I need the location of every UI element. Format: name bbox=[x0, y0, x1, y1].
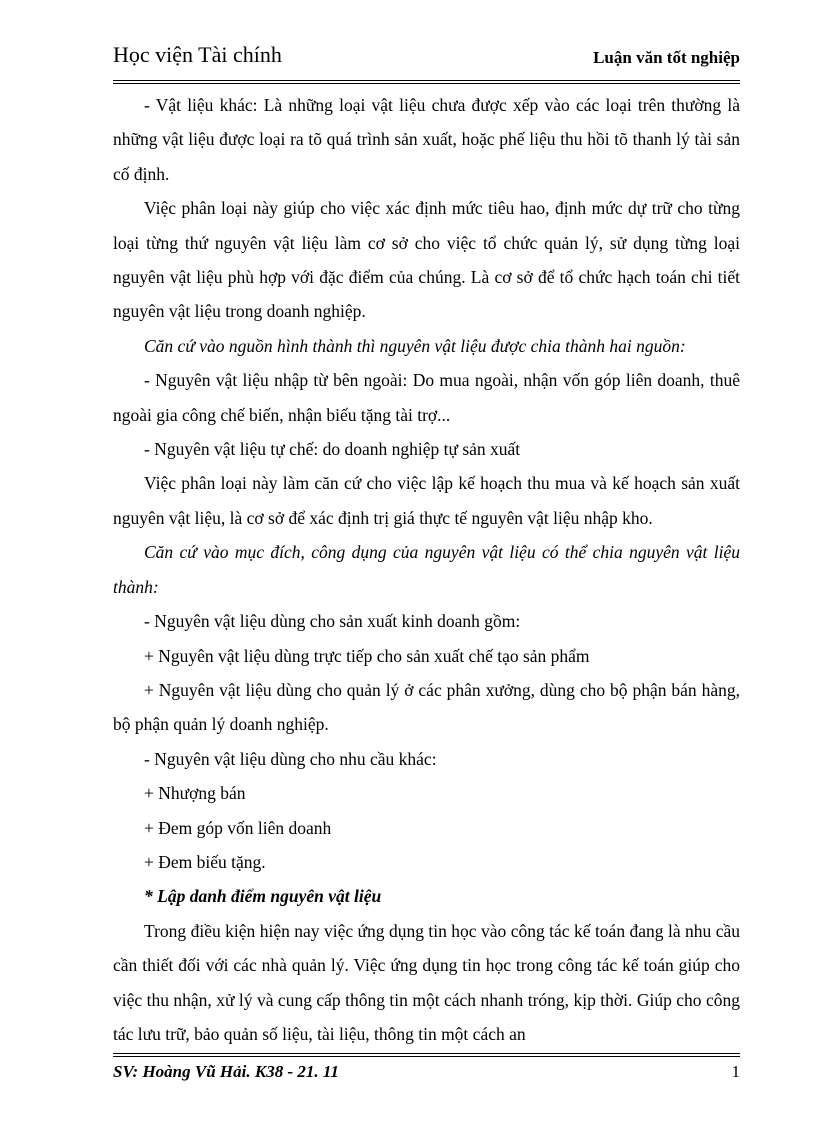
page-footer bbox=[113, 1060, 740, 1086]
paragraph-self-made-materials: - Nguyên vật liệu tự chế: do doanh nghiệp tự sản xuất bbox=[144, 439, 521, 460]
list-item: + Nhượng bán bbox=[144, 783, 246, 804]
paragraph-source-purpose: Việc phân loại này làm căn cứ cho việc lập kế hoạch thu mua và kế hoạch sản xuất nguyên vật liệu, là cơ sở để xác định trị giá thực tế nguyên vật liệu nhập kho. bbox=[113, 473, 740, 528]
page-number: 1 bbox=[731, 1062, 740, 1081]
section-heading: * Lập danh điểm nguyên vật liệu bbox=[144, 886, 382, 907]
paragraph-source-heading: Căn cứ vào nguồn hình thành thì nguyên vật liệu được chia thành hai nguồn: bbox=[144, 335, 686, 356]
footer-rule-double bbox=[113, 1056, 740, 1057]
page-header bbox=[113, 38, 740, 78]
paragraph-it-application: Trong điều kiện hiện nay việc ứng dụng tin học vào công tác kế toán đang là nhu cầu cần thiết đối với các nhà quản lý. Việc ứng dụng tin học trong công tác kế toán giúp cho việc thu nhận, xử lý và cung cấp thông tin một cách nhanh tróng, kịp thời. Giúp cho công tác lưu trữ, bảo quản số liệu, tài liệu, thông tin một cách an bbox=[113, 920, 740, 1044]
paragraph-classification-purpose: Việc phân loại này giúp cho việc xác định mức tiêu hao, định mức dự trữ cho từng loại từng thứ nguyên vật liệu làm cơ sở cho việc tổ chức quản lý, sử dụng từng loại nguyên vật liệu phù hợp với đặc điểm của chúng. Là cơ sở để tổ chức hạch toán chi tiết nguyên vật liệu trong doanh nghiệp. bbox=[113, 198, 740, 322]
header-institution: Học viện Tài chính bbox=[113, 42, 282, 67]
header-rule bbox=[113, 80, 740, 81]
footer-rule bbox=[113, 1053, 740, 1054]
list-item: + Nguyên vật liệu dùng cho quản lý ở các phân xưởng, dùng cho bộ phận bán hàng, bộ phận quản lý doanh nghiệp. bbox=[113, 679, 740, 735]
footer-author: SV: Hoàng Vũ Hải. K38 - 21. 11 bbox=[113, 1062, 339, 1081]
paragraph-usage-heading: Căn cứ vào mục đích, công dụng của nguyên vật liệu có thể chia nguyên vật liệu thành: bbox=[113, 542, 740, 597]
header-rule-double bbox=[113, 83, 740, 84]
page-body bbox=[113, 88, 740, 1051]
paragraph-other-materials: - Vật liệu khác: Là những loại vật liệu chưa được xếp vào các loại trên thường là những vật liệu được loại ra tõ quá trình sản xuất, hoặc phế liệu thu hồi tõ thanh lý tài sản cố định. bbox=[113, 95, 740, 184]
header-doc-type: Luận văn tốt nghiệp bbox=[593, 48, 740, 67]
list-item: + Đem góp vốn liên doanh bbox=[144, 817, 332, 838]
list-item: - Nguyên vật liệu dùng cho sản xuất kinh doanh gồm: bbox=[144, 611, 521, 632]
list-item: + Nguyên vật liệu dùng trực tiếp cho sản xuất chế tạo sản phẩm bbox=[144, 645, 590, 666]
list-item: - Nguyên vật liệu dùng cho nhu cầu khác: bbox=[144, 748, 437, 769]
list-item: + Đem biếu tặng. bbox=[144, 851, 266, 872]
paragraph-external-materials: - Nguyên vật liệu nhập từ bên ngoài: Do mua ngoài, nhận vốn góp liên doanh, thuê ngoài gia công chế biến, nhận biếu tặng tài trợ... bbox=[113, 370, 740, 425]
